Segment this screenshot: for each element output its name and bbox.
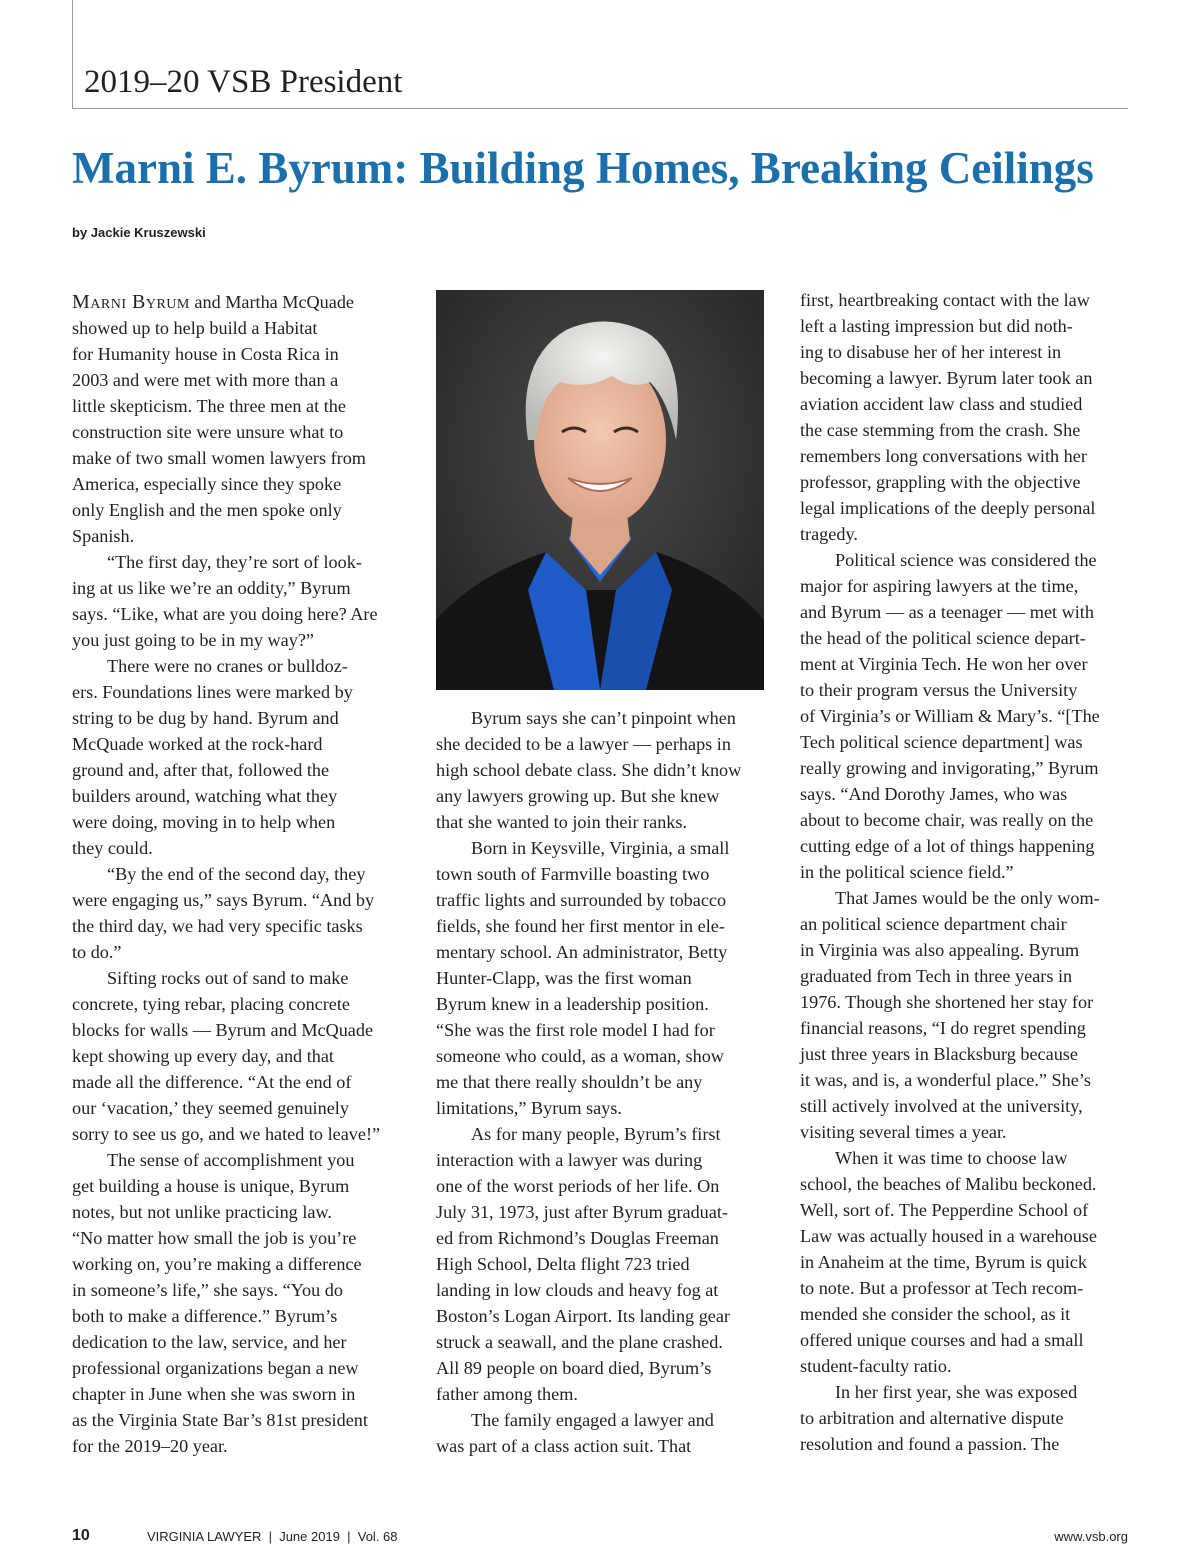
text-line: blocks for walls — Byrum and McQuade	[72, 1020, 374, 1040]
section-rule-vertical	[72, 0, 73, 108]
text-line: July 31, 1973, just after Byrum graduat-	[436, 1202, 728, 1222]
text-line: struck a seawall, and the plane crashed.	[436, 1332, 723, 1352]
text-line: for Humanity house in Costa Rica in	[72, 344, 339, 364]
text-line: Byrum knew in a leadership position.	[436, 994, 709, 1014]
text-line: mended she consider the school, as it	[800, 1304, 1071, 1324]
article-column-3	[800, 287, 1140, 1457]
article-column-1	[72, 289, 412, 1459]
text-line: the case stemming from the crash. She	[800, 420, 1081, 440]
text-line: to note. But a professor at Tech recom-	[800, 1278, 1084, 1298]
text-line: The family engaged a lawyer and	[471, 1410, 714, 1430]
portrait-illustration	[436, 290, 764, 690]
text-line: our ‘vacation,’ they seemed genuinely	[72, 1098, 349, 1118]
text-line: aviation accident law class and studied	[800, 394, 1083, 414]
text-line: any lawyers growing up. But she knew	[436, 786, 720, 806]
text-line: remembers long conversations with her	[800, 446, 1087, 466]
text-line: “The first day, they’re sort of look-	[107, 552, 362, 572]
text-line: string to be dug by hand. Byrum and	[72, 708, 339, 728]
text-line: Boston’s Logan Airport. Its landing gear	[436, 1306, 730, 1326]
text-line: that she wanted to join their ranks.	[436, 812, 688, 832]
text-line: one of the worst periods of her life. On	[436, 1176, 720, 1196]
text-line: ed from Richmond’s Douglas Freeman	[436, 1228, 719, 1248]
text-line: just three years in Blacksburg because	[800, 1044, 1078, 1064]
text-line: left a lasting impression but did noth-	[800, 316, 1073, 336]
text-line: graduated from Tech in three years in	[800, 966, 1073, 986]
text-line: in Virginia was also appealing. Byrum	[800, 940, 1080, 960]
text-line: Byrum says she can’t pinpoint when	[471, 708, 736, 728]
text-line: ment at Virginia Tech. He won her over	[800, 654, 1088, 674]
text-line: builders around, watching what they	[72, 786, 338, 806]
article-headline: Marni E. Byrum: Building Homes, Breaking Ceilings	[72, 143, 1094, 193]
text-line: you just going to be in my way?”	[72, 630, 314, 650]
text-line: showed up to help build a Habitat	[72, 318, 318, 338]
text-line: the third day, we had very specific tasks	[72, 916, 363, 936]
portrait-photo	[436, 290, 764, 690]
text-line: That James would be the only wom-	[835, 888, 1100, 908]
text-line: High School, Delta flight 723 tried	[436, 1254, 690, 1274]
website-url: www.vsb.org	[1054, 1529, 1128, 1544]
text-line: as the Virginia State Bar’s 81st president	[72, 1410, 368, 1430]
text-line: in Anaheim at the time, Byrum is quick	[800, 1252, 1087, 1272]
text-line: notes, but not unlike practicing law.	[72, 1202, 332, 1222]
lead-smallcaps: Marni Byrum	[72, 291, 190, 313]
text-line: were engaging us,” says Byrum. “And by	[72, 890, 375, 910]
text-line: sorry to see us go, and we hated to leave!”	[72, 1124, 381, 1144]
text-line: ers. Foundations lines were marked by	[72, 682, 353, 702]
text-line: financial reasons, “I do regret spending	[800, 1018, 1086, 1038]
text-line: me that there really shouldn’t be any	[436, 1072, 703, 1092]
text-line: Hunter-Clapp, was the first woman	[436, 968, 692, 988]
text-line: Well, sort of. The Pepperdine School of	[800, 1200, 1089, 1220]
text-line: visiting several times a year.	[800, 1122, 1007, 1142]
text-line: to arbitration and alternative dispute	[800, 1408, 1064, 1428]
text-line: high school debate class. She didn’t know	[436, 760, 742, 780]
text-line: The sense of accomplishment you	[107, 1150, 355, 1170]
text-line: says. “And Dorothy James, who was	[800, 784, 1068, 804]
text-line: in the political science field.”	[800, 862, 1014, 882]
text-line: professional organizations began a new	[72, 1358, 359, 1378]
text-line: ing to disabuse her of her interest in	[800, 342, 1062, 362]
text-line: “No matter how small the job is you’re	[72, 1228, 357, 1248]
text-line: dedication to the law, service, and her	[72, 1332, 347, 1352]
text-line: about to become chair, was really on the	[800, 810, 1094, 830]
text-line: chapter in June when she was sworn in	[72, 1384, 356, 1404]
text-line: father among them.	[436, 1384, 578, 1404]
page-number: 10	[72, 1527, 90, 1544]
text-line: America, especially since they spoke	[72, 474, 342, 494]
text-line: offered unique courses and had a small	[800, 1330, 1084, 1350]
text-line: town south of Farmville boasting two	[436, 864, 710, 884]
text-line: Born in Keysville, Virginia, a small	[471, 838, 730, 858]
publication-info: VIRGINIA LAWYER | June 2019 | Vol. 68	[147, 1529, 398, 1544]
text-line: made all the difference. “At the end of	[72, 1072, 352, 1092]
text-line: was part of a class action suit. That	[436, 1436, 692, 1456]
text-line: mentary school. An administrator, Betty	[436, 942, 728, 962]
text-line: in someone’s life,” she says. “You do	[72, 1280, 343, 1300]
text-line: interaction with a lawyer was during	[436, 1150, 703, 1170]
text-line: were doing, moving in to help when	[72, 812, 336, 832]
text-line: concrete, tying rebar, placing concrete	[72, 994, 350, 1014]
text-line: construction site were unsure what to	[72, 422, 344, 442]
text-line: the head of the political science depart-	[800, 628, 1086, 648]
text-line: professor, grappling with the objective	[800, 472, 1081, 492]
page-footer	[72, 1527, 1128, 1551]
lead-line	[72, 289, 412, 315]
text-line: and Byrum — as a teenager — met with	[800, 602, 1094, 622]
text-line: working on, you’re making a difference	[72, 1254, 362, 1274]
text-line: major for aspiring lawyers at the time,	[800, 576, 1079, 596]
text-line: student-faculty ratio.	[800, 1356, 952, 1376]
text-line: Political science was considered the	[835, 550, 1097, 570]
text-line: Law was actually housed in a warehouse	[800, 1226, 1097, 1246]
text-line: kept showing up every day, and that	[72, 1046, 334, 1066]
text-line: cutting edge of a lot of things happening	[800, 836, 1095, 856]
text-line: becoming a lawyer. Byrum later took an	[800, 368, 1093, 388]
text-line: In her first year, she was exposed	[835, 1382, 1078, 1402]
text-line: says. “Like, what are you doing here? Are	[72, 604, 378, 624]
text-line: Tech political science department] was	[800, 732, 1083, 752]
text-line: Sifting rocks out of sand to make	[107, 968, 349, 988]
text-line: ground and, after that, followed the	[72, 760, 330, 780]
article-column-2	[436, 705, 776, 1459]
text-line: it was, and is, a wonderful place.” She’s	[800, 1070, 1091, 1090]
text-line: limitations,” Byrum says.	[436, 1098, 622, 1118]
text-line: All 89 people on board died, Byrum’s	[436, 1358, 712, 1378]
text-line: little skepticism. The three men at the	[72, 396, 346, 416]
text-line: for the 2019–20 year.	[72, 1436, 228, 1456]
lead-rest: and Martha McQuade	[189, 292, 354, 312]
text-line: to do.”	[72, 942, 122, 962]
text-line: 2003 and were met with more than a	[72, 370, 339, 390]
text-line: landing in low clouds and heavy fog at	[436, 1280, 719, 1300]
text-line: only English and the men spoke only	[72, 500, 342, 520]
text-line: make of two small women lawyers from	[72, 448, 366, 468]
text-line: both to make a difference.” Byrum’s	[72, 1306, 338, 1326]
text-line: There were no cranes or bulldoz-	[107, 656, 348, 676]
text-line: 1976. Though she shortened her stay for	[800, 992, 1094, 1012]
text-line: an political science department chair	[800, 914, 1067, 934]
text-line: “By the end of the second day, they	[107, 864, 366, 884]
text-line: get building a house is unique, Byrum	[72, 1176, 350, 1196]
text-line: Spanish.	[72, 526, 135, 546]
text-line: to their program versus the University	[800, 680, 1078, 700]
section-rule-horizontal	[72, 108, 1128, 109]
text-line: school, the beaches of Malibu beckoned.	[800, 1174, 1097, 1194]
text-line: tragedy.	[800, 524, 858, 544]
text-line: they could.	[72, 838, 153, 858]
text-line: fields, she found her first mentor in ele-	[436, 916, 725, 936]
text-line: When it was time to choose law	[835, 1148, 1068, 1168]
text-line: of Virginia’s or William & Mary’s. “[The	[800, 706, 1100, 726]
text-line: legal implications of the deeply personal	[800, 498, 1096, 518]
text-line: first, heartbreaking contact with the law	[800, 290, 1090, 310]
text-line: “She was the first role model I had for	[436, 1020, 715, 1040]
text-line: resolution and found a passion. The	[800, 1434, 1060, 1454]
text-line: As for many people, Byrum’s first	[471, 1124, 721, 1144]
text-line: still actively involved at the university,	[800, 1096, 1083, 1116]
text-line: really growing and invigorating,” Byrum	[800, 758, 1099, 778]
text-line: she decided to be a lawyer — perhaps in	[436, 734, 731, 754]
byline: by Jackie Kruszewski	[72, 225, 206, 240]
text-line: traffic lights and surrounded by tobacco	[436, 890, 727, 910]
section-label: 2019–20 VSB President	[84, 64, 403, 100]
text-line: ing at us like we’re an oddity,” Byrum	[72, 578, 351, 598]
text-line: someone who could, as a woman, show	[436, 1046, 724, 1066]
text-line: McQuade worked at the rock-hard	[72, 734, 323, 754]
